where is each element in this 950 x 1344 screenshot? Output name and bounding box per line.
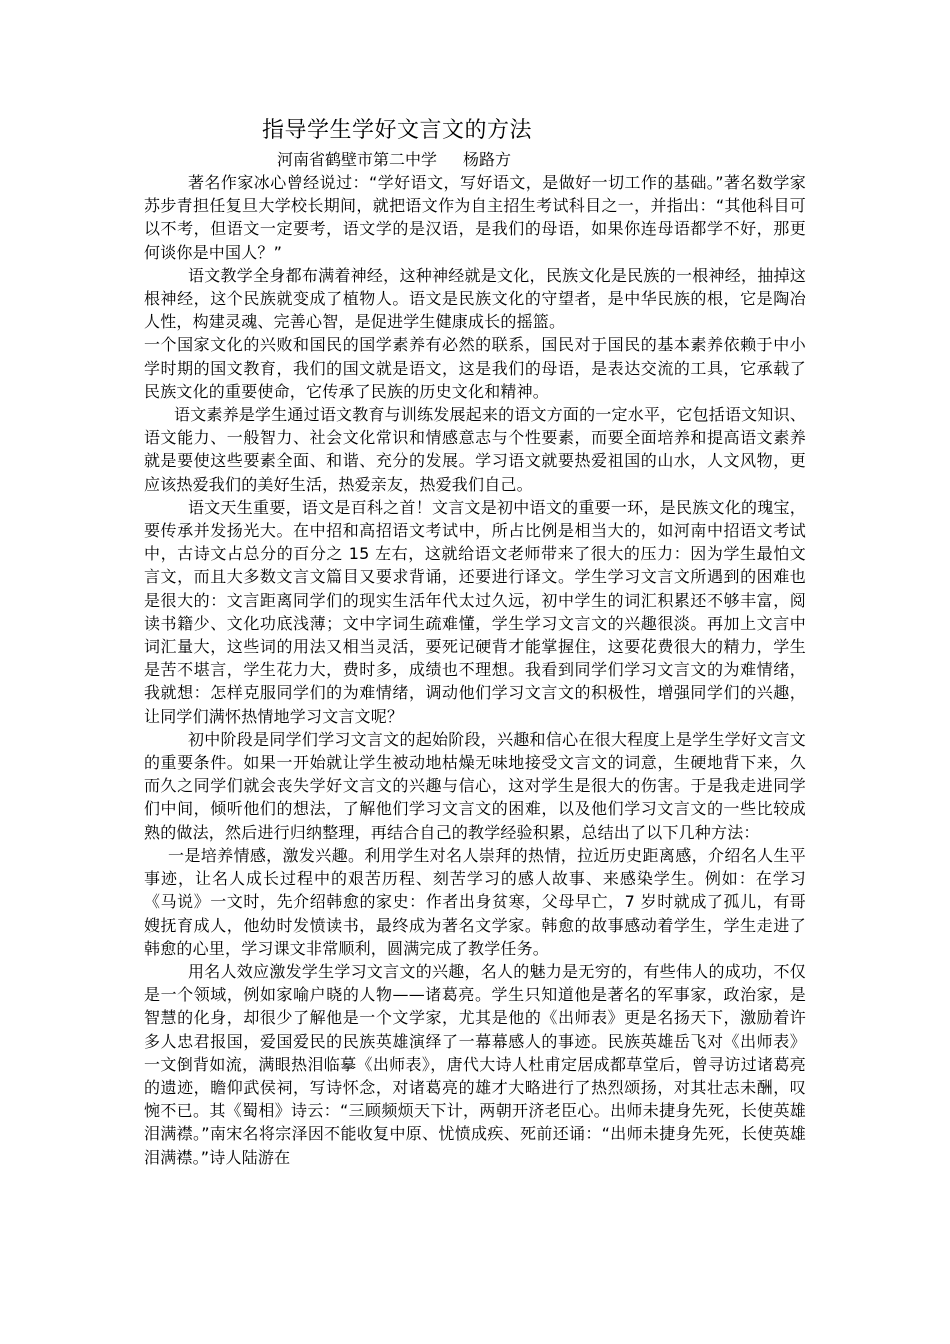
document-title: 指导学生学好文言文的方法 (262, 118, 533, 143)
paragraph: 语文天生重要，语文是百科之首！文言文是初中语文的重要一环，是民族文化的瑰宝，要传承并发扬光大。在中招和高招语文考试中，所占比例是相当大的，如河南中招语文考试中，古诗文占总分的百分之 15 左右，这就给语文老师带来了很大的压力：因为学生最怕文言文，而且大多数文言文篇目又要求背诵，还要进行译文。学生学习文言文所遇到的困难也是很大的：文言距离同学们的现实生活年代太过久远，初中学生的词汇积累还不够丰富，阅读书籍少、文化功底浅薄；文中字词生疏难懂，学生学习文言文的兴趣很淡。再加上文言中词汇量大，这些词的用法又相当灵活，要死记硬背才能掌握住，这要花费很大的精力，学生是苦不堪言，学生花力大，费时多，成绩也不理想。我看到同学们学习文言文的为难情绪，我就想：怎样克服同学们的为难情绪，调动他们学习文言文的积极性，增强同学们的兴趣，让同学们满怀热情地学习文言文呢？ (144, 497, 806, 726)
author-line (277, 150, 511, 170)
paragraph: 语文教学全身都布满着神经，这种神经就是文化，民族文化是民族的一根神经，抽掉这根神经，这个民族就变成了植物人。语文是民族文化的守望者，是中华民族的根，它是陶冶人性，构建灵魂、完善心智，是促进学生健康成长的摇篮。 (144, 265, 806, 332)
article-body (144, 171, 806, 1169)
author-name: 杨路方 (463, 150, 512, 169)
paragraph: 著名作家冰心曾经说过：“学好语文，写好语文，是做好一切工作的基础。”著名数学家苏步青担任复旦大学校长期间，就把语文作为自主招生考试科目之一，并指出：“其他科目可以不考，但语文一定要考，语文学的是汉语，是我们的母语，如果你连母语都学不好，那更何谈你是中国人？” (144, 173, 806, 262)
author-school: 河南省鹤壁市第二中学 (277, 150, 438, 169)
paragraph: 语文素养是学生通过语文教育与训练发展起来的语文方面的一定水平，它包括语文知识、语文能力、一般智力、社会文化常识和情感意志与个性要素，而要全面培养和提高语文素养就是要使这些要素全面、和谐、充分的发展。学习语文就要热爱祖国的山水，人文风物，更应该热爱我们的美好生活，热爱亲友，热爱我们自己。 (144, 405, 806, 494)
paragraph: 初中阶段是同学们学习文言文的起始阶段，兴趣和信心在很大程度上是学生学好文言文的重要条件。如果一开始就让学生被动地枯燥无味地接受文言文的词意，生硬地背下来，久而久之同学们就会丧失学好文言文的兴趣与信心，这对学生是很大的伤害。于是我走进同学们中间，倾听他们的想法，了解他们学习文言文的困难，以及他们学习文言文的一些比较成熟的做法，然后进行归纳整理，再结合自己的教学经验积累，总结出了以下几种方法： (144, 729, 806, 842)
paragraph: 一是培养情感，激发兴趣。利用学生对名人崇拜的热情，拉近历史距离感，介绍名人生平事迹，让名人成长过程中的艰苦历程、刻苦学习的感人故事、来感染学生。例如：在学习《马说》一文时，先介绍韩愈的家史：作者出身贫寒，父母早亡，7 岁时就成了孤儿，有哥嫂抚育成人，他幼时发愤读书，最终成为著名文学家。韩愈的故事感动着学生，学生走进了韩愈的心里，学习课文非常顺利，圆满完成了教学任务。 (144, 845, 806, 958)
paragraph: 一个国家文化的兴败和国民的国学素养有必然的联系，国民对于国民的基本素养依赖于中小学时期的国文教育，我们的国文就是语文，这是我们的母语，是表达交流的工具，它承载了民族文化的重要使命，它传承了民族的历史文化和精神。 (144, 335, 806, 401)
paragraph: 用名人效应激发学生学习文言文的兴趣，名人的魅力是无穷的，有些伟人的成功，不仅是一个领域，例如家喻户晓的人物——诸葛亮。学生只知道他是著名的军事家，政治家，是智慧的化身，却很少了解他是一个文学家，尤其是他的《出师表》更是名扬天下，激励着许多人忠君报国，爱国爱民的民族英雄演绎了一幕幕感人的事迹。民族英雄岳飞对《出师表》一文倒背如流，满眼热泪临摹《出师表》，唐代大诗人杜甫定居成都草堂后，曾寻访过诸葛亮的遗迹，瞻仰武侯祠，写诗怀念，对诸葛亮的雄才大略进行了热烈颂扬，对其壮志未酬，叹惋不已。其《蜀相》诗云：“三顾频烦天下计，两朝开济老臣心。出师未捷身先死，长使英雄泪满襟。”南宋名将宗泽因不能收复中原、忧愤成疾、死前还诵：“出师未捷身先死，长使英雄泪满襟。”诗人陆游在 (144, 961, 806, 1167)
